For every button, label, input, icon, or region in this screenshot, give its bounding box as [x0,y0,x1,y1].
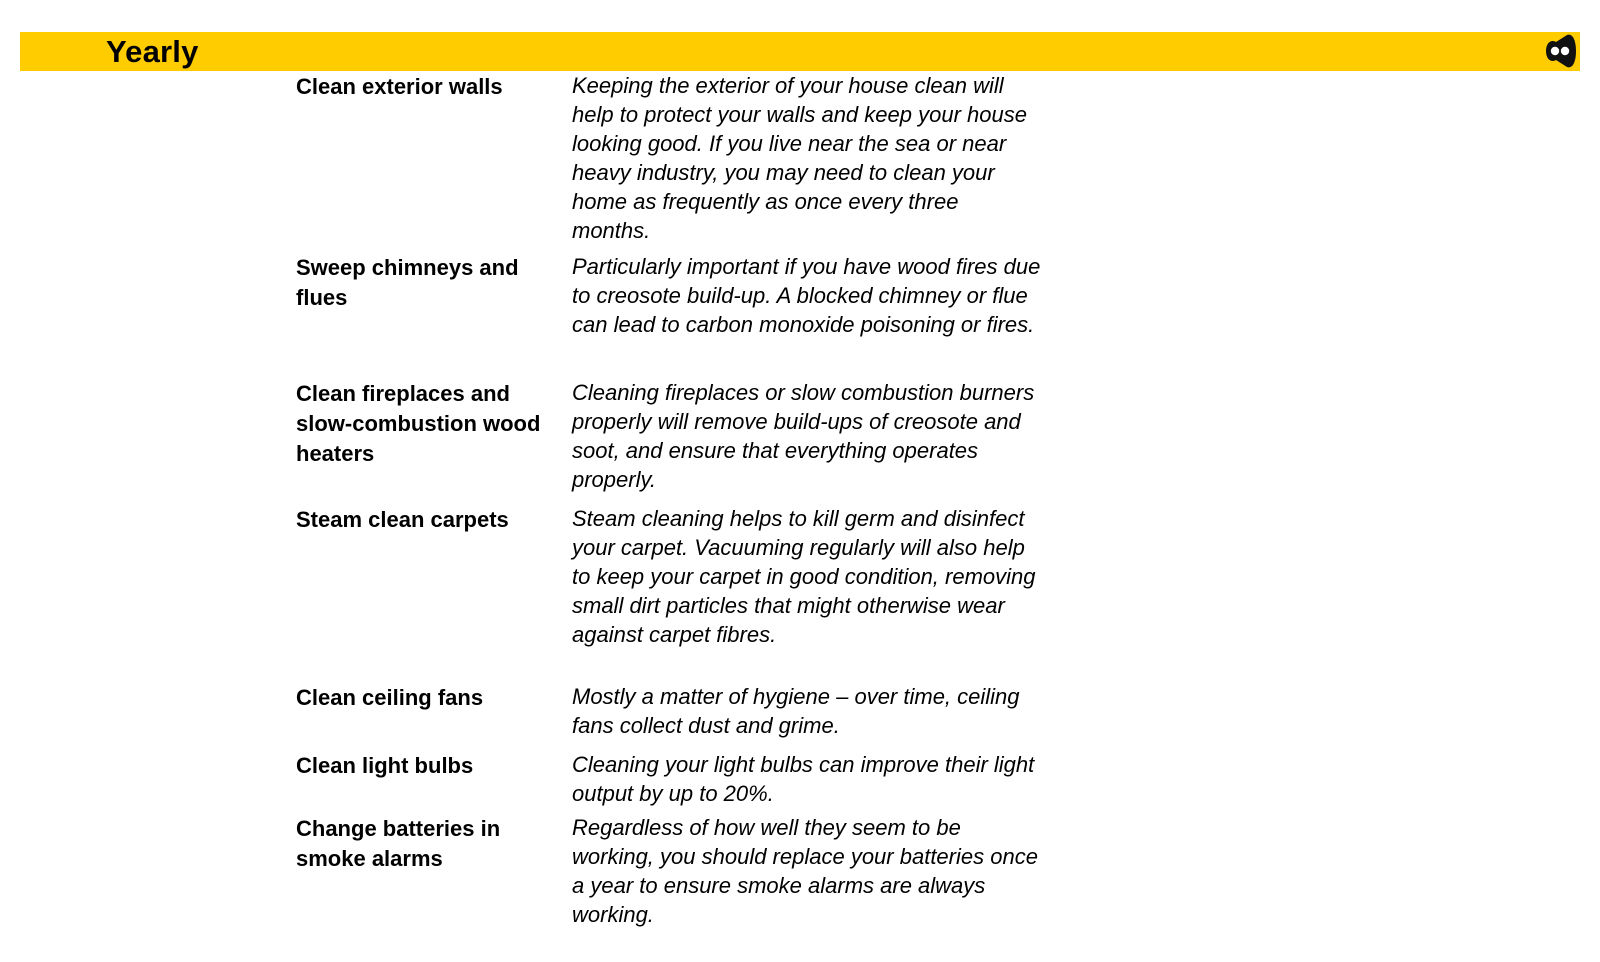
task-name: Clean light bulbs [296,753,474,778]
task-description: Cleaning your light bulbs can improve their light output by up to 20%. [572,752,1035,806]
task-description: Steam cleaning helps to kill germ and disinfect your carpet. Vacuuming regularly will also help to keep your carpet in good condition, removing small dirt particles that might otherwise wear against carpet fibres. [572,506,1036,647]
section-header [20,32,1580,71]
task-description: Particularly important if you have wood fires due to creosote build-up. A blocked chimney or flue can lead to carbon monoxide poisoning or fires. [572,254,1041,337]
task-name: Clean fireplaces and slow-combustion wood heaters [296,381,541,466]
task-name: Clean ceiling fans [296,685,484,710]
task-description: Mostly a matter of hygiene – over time, ceiling fans collect dust and grime. [572,684,1020,738]
task-description: Keeping the exterior of your house clean will help to protect your walls and keep your house looking good. If you live near the sea or near heavy industry, you may need to clean your home as frequently as once every three months. [572,73,1027,243]
task-description: Cleaning fireplaces or slow combustion burners properly will remove build-ups of creosote and soot, and ensure that everything operates properly. [572,380,1035,492]
task-name: Change batteries in smoke alarms [296,816,501,871]
section-title: Yearly [106,34,199,69]
task-description: Regardless of how well they seem to be working, you should replace your batteries once a year to ensure smoke alarms are always working. [572,815,1038,927]
speaker-icon[interactable] [1542,33,1578,69]
task-name: Clean exterior walls [296,74,503,99]
task-name: Steam clean carpets [296,507,509,532]
task-name: Sweep chimneys and flues [296,255,519,310]
